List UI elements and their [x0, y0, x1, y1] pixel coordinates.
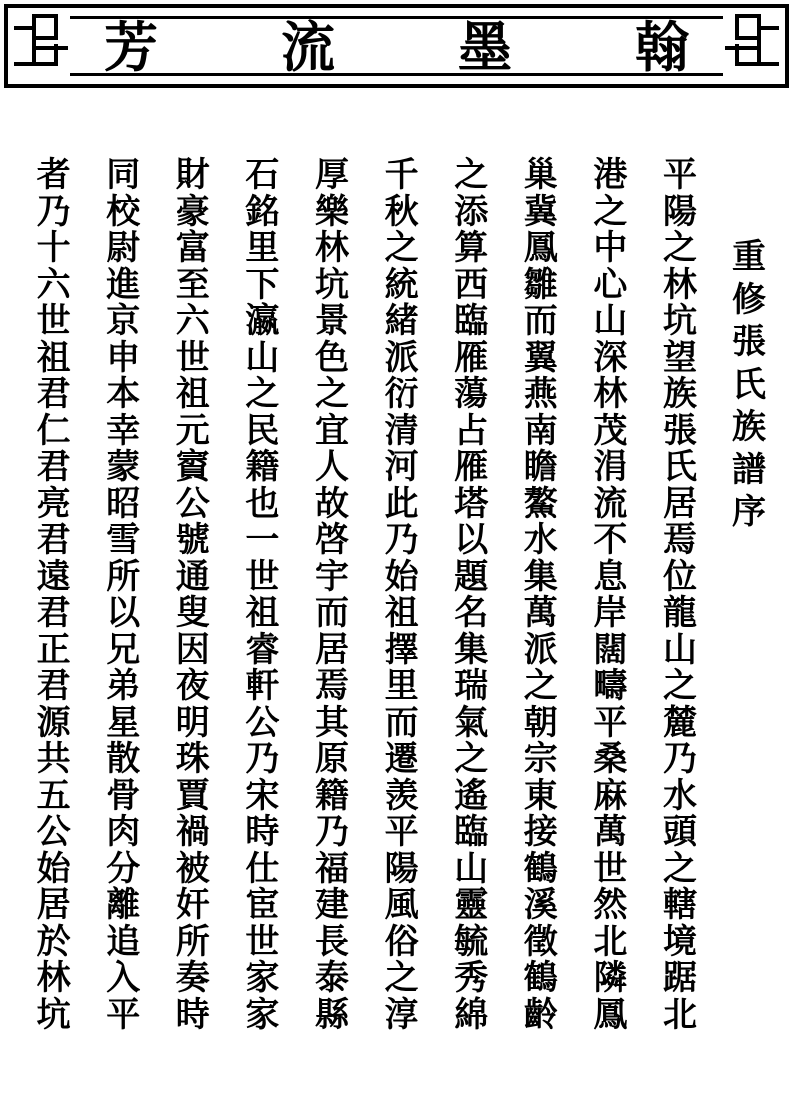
text-char: 正	[36, 629, 71, 670]
text-char: 北	[593, 921, 628, 962]
text-char: 平	[106, 994, 141, 1035]
text-char: 平	[384, 812, 419, 852]
text-char: 平	[663, 155, 697, 195]
text-char: 時	[175, 994, 210, 1035]
text-char: 塔	[454, 483, 489, 524]
text-char: 共	[36, 739, 71, 779]
text-char: 算	[454, 228, 489, 268]
text-char: 巢	[523, 155, 558, 195]
text-char: 亮	[36, 483, 71, 524]
title-char: 張	[732, 322, 766, 362]
text-char: 雁	[454, 337, 489, 378]
text-char: 集	[523, 556, 558, 597]
text-char: 萬	[593, 812, 628, 852]
text-column	[173, 157, 213, 1033]
text-char: 肉	[106, 812, 141, 852]
text-char: 宇	[315, 556, 349, 597]
text-char: 縣	[315, 994, 349, 1035]
title-char: 修	[732, 279, 766, 320]
text-char: 乃	[663, 739, 697, 779]
text-char: 涓	[593, 447, 628, 487]
text-char: 仁	[36, 410, 71, 451]
text-char: 入	[106, 958, 141, 998]
text-char: 桑	[593, 739, 628, 779]
text-char: 綿	[454, 994, 489, 1035]
text-char: 昭	[106, 483, 141, 524]
text-char: 風	[384, 885, 419, 925]
text-column	[382, 157, 422, 1033]
text-char: 南	[523, 410, 558, 451]
text-char: 疇	[593, 666, 628, 706]
text-char: 雛	[523, 264, 558, 305]
text-char: 派	[384, 337, 419, 378]
text-char: 者	[36, 155, 71, 195]
text-char: 張	[663, 410, 697, 451]
text-char: 心	[593, 264, 628, 305]
text-char: 鶴	[523, 958, 558, 998]
text-char: 鳳	[523, 228, 558, 268]
text-char: 公	[36, 812, 71, 852]
text-char: 於	[36, 921, 71, 962]
text-char: 秀	[454, 958, 489, 998]
text-char: 族	[663, 374, 697, 414]
text-char: 世	[175, 337, 210, 378]
text-char: 焉	[315, 666, 349, 706]
text-char: 氣	[454, 702, 489, 743]
text-char: 麻	[593, 775, 628, 816]
text-char: 宦	[245, 885, 280, 925]
text-char: 元	[175, 410, 210, 451]
text-char: 雪	[106, 520, 141, 560]
text-char: 山	[245, 337, 280, 378]
text-char: 世	[245, 921, 280, 962]
text-char: 遙	[454, 775, 489, 816]
text-char: 水	[663, 775, 697, 816]
text-char: 冀	[523, 191, 558, 232]
text-char: 乃	[245, 739, 280, 779]
text-char: 宗	[523, 739, 558, 779]
text-char: 所	[106, 556, 141, 597]
text-char: 淳	[384, 994, 419, 1035]
text-char: 而	[523, 301, 558, 341]
text-char: 山	[454, 848, 489, 889]
text-char: 瀛	[245, 301, 280, 341]
text-char: 故	[315, 483, 349, 524]
text-char: 接	[523, 812, 558, 852]
text-column	[34, 157, 74, 1033]
text-char: 君	[36, 520, 71, 560]
text-char: 里	[384, 666, 419, 706]
text-char: 踞	[663, 958, 697, 998]
text-char: 源	[36, 702, 71, 743]
text-char: 鶴	[523, 848, 558, 889]
text-char: 之	[245, 374, 280, 414]
text-char: 徵	[523, 921, 558, 962]
text-char: 占	[454, 410, 489, 451]
text-char: 建	[315, 885, 349, 925]
text-char: 泰	[315, 958, 349, 998]
text-char: 齡	[523, 994, 558, 1035]
text-char: 明	[175, 702, 210, 743]
text-char: 祖	[384, 593, 419, 633]
text-char: 祖	[36, 337, 71, 378]
text-char: 進	[106, 264, 141, 305]
text-char: 緒	[384, 301, 419, 341]
text-char: 世	[593, 848, 628, 889]
text-char: 分	[106, 848, 141, 889]
text-char: 轄	[663, 885, 697, 925]
text-char: 五	[36, 775, 71, 816]
text-char: 山	[593, 301, 628, 341]
text-char: 羡	[384, 775, 419, 816]
text-char: 望	[663, 337, 697, 378]
text-char: 息	[593, 556, 628, 597]
text-char: 因	[175, 629, 210, 670]
text-char: 平	[593, 702, 628, 743]
text-char: 厚	[315, 155, 349, 195]
text-char: 弟	[106, 666, 141, 706]
text-column	[660, 157, 700, 1033]
text-char: 原	[315, 739, 349, 779]
text-char: 睿	[245, 629, 280, 670]
text-char: 題	[454, 556, 489, 597]
text-char: 啓	[315, 520, 349, 560]
text-column	[103, 157, 143, 1033]
text-char: 麓	[663, 702, 697, 743]
text-char: 珠	[175, 739, 210, 779]
text-char: 燕	[523, 374, 558, 414]
title-char: 序	[732, 492, 766, 532]
text-char: 而	[315, 593, 349, 633]
text-char: 臨	[454, 812, 489, 852]
text-char: 豪	[175, 191, 210, 232]
text-char: 京	[106, 301, 141, 341]
text-char: 之	[593, 191, 628, 232]
title-char: 譜	[732, 449, 766, 490]
text-char: 籍	[315, 775, 349, 816]
text-char: 君	[36, 374, 71, 414]
text-char: 毓	[454, 921, 489, 962]
text-char: 軒	[245, 666, 280, 706]
text-char: 始	[36, 848, 71, 889]
text-char: 幸	[106, 410, 141, 451]
text-char: 乃	[315, 812, 349, 852]
text-char: 蕩	[454, 374, 489, 414]
text-char: 居	[663, 483, 697, 524]
text-char: 銘	[245, 191, 280, 232]
text-char: 千	[384, 155, 419, 195]
text-char: 下	[245, 264, 280, 305]
text-char: 茂	[593, 410, 628, 451]
text-char: 此	[384, 483, 419, 524]
text-char: 尉	[106, 228, 141, 268]
text-char: 之	[454, 739, 489, 779]
text-char: 翼	[523, 337, 558, 378]
text-char: 派	[523, 629, 558, 670]
text-char: 西	[454, 264, 489, 305]
text-char: 之	[384, 228, 419, 268]
text-char: 奸	[175, 885, 210, 925]
title-char: 族	[732, 407, 766, 447]
text-char: 兄	[106, 629, 141, 670]
text-char: 境	[663, 921, 697, 962]
text-char: 通	[175, 556, 210, 597]
title-char: 氏	[732, 364, 766, 405]
text-char: 不	[593, 520, 628, 560]
text-char: 世	[36, 301, 71, 341]
text-char: 號	[175, 520, 210, 560]
text-char: 蒙	[106, 447, 141, 487]
text-column	[451, 157, 491, 1033]
text-char: 之	[663, 666, 697, 706]
text-char: 鳳	[593, 994, 628, 1035]
text-char: 林	[36, 958, 71, 998]
text-char: 遠	[36, 556, 71, 597]
banner-char: 流	[281, 15, 335, 79]
text-char: 之	[663, 228, 697, 268]
text-char: 岸	[593, 593, 628, 633]
text-char: 陽	[663, 191, 697, 232]
document-title	[729, 236, 769, 534]
text-char: 林	[593, 374, 628, 414]
text-char: 君	[36, 666, 71, 706]
text-char: 闊	[593, 629, 628, 670]
text-char: 鰲	[523, 483, 558, 524]
text-char: 色	[315, 337, 349, 378]
text-char: 公	[245, 702, 280, 743]
text-char: 乃	[384, 520, 419, 560]
banner-char: 墨	[458, 15, 512, 79]
text-char: 宜	[315, 410, 349, 451]
text-char: 也	[245, 483, 280, 524]
text-char: 始	[384, 556, 419, 597]
text-char: 集	[454, 629, 489, 670]
text-char: 溪	[523, 885, 558, 925]
text-char: 然	[593, 885, 628, 925]
text-char: 所	[175, 921, 210, 962]
title-char: 重	[732, 237, 766, 277]
text-char: 以	[106, 593, 141, 633]
text-char: 家	[245, 958, 280, 998]
text-char: 隣	[593, 958, 628, 998]
text-char: 校	[106, 191, 141, 232]
text-char: 長	[315, 921, 349, 962]
text-char: 被	[175, 848, 210, 889]
text-char: 中	[593, 228, 628, 268]
text-char: 財	[175, 155, 210, 195]
text-char: 坑	[36, 994, 71, 1035]
text-char: 清	[384, 410, 419, 451]
text-char: 之	[315, 374, 349, 414]
text-char: 擇	[384, 629, 419, 670]
text-char: 深	[593, 337, 628, 378]
text-char: 景	[315, 301, 349, 341]
text-char: 東	[523, 775, 558, 816]
text-char: 焉	[663, 520, 697, 560]
text-char: 之	[384, 958, 419, 998]
text-char: 林	[663, 264, 697, 305]
text-char: 林	[315, 228, 349, 268]
text-column	[312, 157, 352, 1033]
text-char: 家	[245, 994, 280, 1035]
text-column	[590, 157, 630, 1033]
text-char: 之	[454, 155, 489, 195]
text-char: 瑞	[454, 666, 489, 706]
text-char: 水	[523, 520, 558, 560]
text-char: 仕	[245, 848, 280, 889]
text-char: 離	[106, 885, 141, 925]
text-char: 而	[384, 702, 419, 743]
text-char: 君	[36, 447, 71, 487]
text-char: 靈	[454, 885, 489, 925]
text-char: 公	[175, 483, 210, 524]
text-char: 禍	[175, 812, 210, 852]
text-char: 雁	[454, 447, 489, 487]
text-char: 六	[175, 301, 210, 341]
text-char: 乃	[36, 191, 71, 232]
text-char: 星	[106, 702, 141, 743]
text-char: 祖	[175, 374, 210, 414]
text-char: 祖	[245, 593, 280, 633]
text-char: 民	[245, 410, 280, 451]
text-char: 其	[315, 702, 349, 743]
text-char: 之	[523, 666, 558, 706]
text-char: 氏	[663, 447, 697, 487]
text-char: 福	[315, 848, 349, 889]
text-char: 位	[663, 556, 697, 597]
text-column	[521, 157, 561, 1033]
text-char: 坑	[315, 264, 349, 305]
text-char: 奏	[175, 958, 210, 998]
text-char: 樂	[315, 191, 349, 232]
text-char: 北	[663, 994, 697, 1035]
text-char: 坑	[663, 301, 697, 341]
text-char: 統	[384, 264, 419, 305]
text-char: 之	[663, 848, 697, 889]
text-char: 遷	[384, 739, 419, 779]
text-char: 萬	[523, 593, 558, 633]
text-char: 添	[454, 191, 489, 232]
text-char: 瞻	[523, 447, 558, 487]
text-char: 俗	[384, 921, 419, 962]
text-char: 同	[106, 155, 141, 195]
text-char: 山	[663, 629, 697, 670]
text-char: 宋	[245, 775, 280, 816]
text-char: 賈	[175, 775, 210, 816]
text-char: 六	[36, 264, 71, 305]
text-char: 夜	[175, 666, 210, 706]
text-char: 本	[106, 374, 141, 414]
text-char: 臨	[454, 301, 489, 341]
text-char: 十	[36, 228, 71, 268]
text-char: 叟	[175, 593, 210, 633]
text-char: 河	[384, 447, 419, 487]
text-char: 名	[454, 593, 489, 633]
banner-char: 芳	[104, 15, 158, 79]
text-char: 頭	[663, 812, 697, 852]
text-char: 散	[106, 739, 141, 779]
text-char: 居	[315, 629, 349, 670]
text-char: 港	[593, 155, 628, 195]
text-char: 流	[593, 483, 628, 524]
text-char: 石	[245, 155, 280, 195]
text-char: 富	[175, 228, 210, 268]
text-char: 陽	[384, 848, 419, 889]
text-char: 朝	[523, 702, 558, 743]
text-char: 申	[106, 337, 141, 378]
text-char: 賨	[175, 447, 210, 487]
text-column	[242, 157, 282, 1033]
text-char: 骨	[106, 775, 141, 816]
text-char: 衍	[384, 374, 419, 414]
text-char: 人	[315, 447, 349, 487]
text-char: 以	[454, 520, 489, 560]
text-char: 至	[175, 264, 210, 305]
text-char: 籍	[245, 447, 280, 487]
text-char: 居	[36, 885, 71, 925]
text-char: 君	[36, 593, 71, 633]
text-char: 一	[245, 520, 280, 560]
text-char: 秋	[384, 191, 419, 232]
text-char: 里	[245, 228, 280, 268]
text-char: 龍	[663, 593, 697, 633]
text-char: 追	[106, 921, 141, 962]
banner-char: 翰	[635, 15, 689, 79]
text-char: 時	[245, 812, 280, 852]
text-char: 世	[245, 556, 280, 597]
